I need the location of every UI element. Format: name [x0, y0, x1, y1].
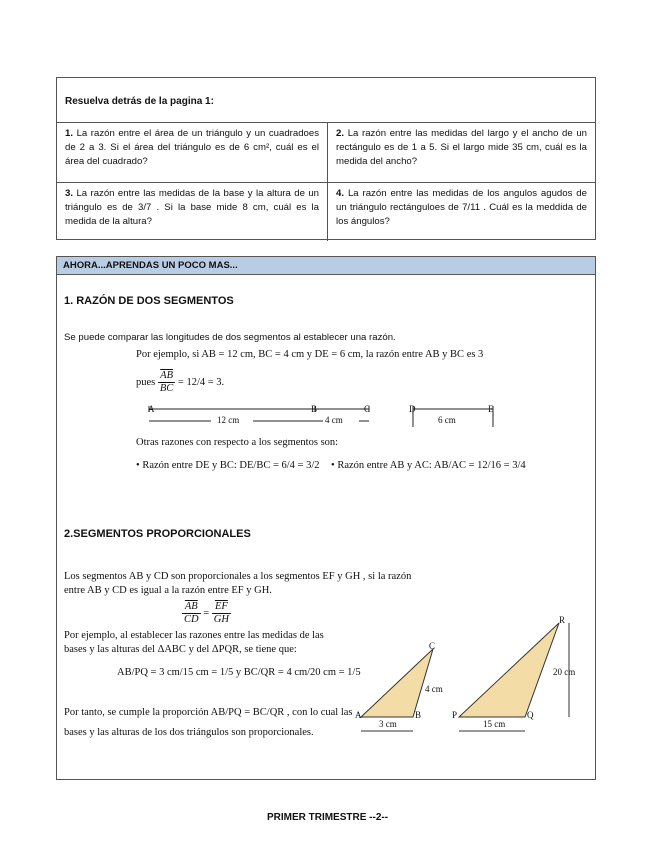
- problem-text: La razón entre las medidas del largo y el ancho de un rectángulo es de 1 a 5. Si el largo mide 35 cm, cuál es la medida del ancho?: [336, 128, 587, 167]
- triangle-pqr: [459, 623, 559, 717]
- razon1-value: DE/BC = 6/4 = 3/2: [239, 460, 320, 471]
- s2-line2: entre AB y CD es igual a la razón entre EF y GH.: [64, 585, 272, 596]
- tri-dim-qr: 20 cm: [553, 667, 576, 677]
- example1-line: Por ejemplo, si AB = 12 cm, BC = 4 cm y DE = 6 cm, la razón entre AB y BC es 3: [136, 349, 484, 360]
- problem-2: [328, 123, 595, 183]
- tri-dim-ab: 3 cm: [379, 719, 397, 729]
- example1-equation: = 12/4 = 3.: [177, 376, 225, 388]
- s2-line3: Por ejemplo, al establecer las razones entre las medidas de las: [64, 630, 324, 641]
- lesson-box: [56, 256, 596, 780]
- s2-line6: bases y las alturas de los dos triángulos son proporcionales.: [64, 727, 314, 738]
- s2-line1: Los segmentos AB y CD son proporcionales a los segmentos EF y GH , si la razón: [64, 571, 412, 582]
- razon2-value: AB/AC = 12/16 = 3/4: [433, 460, 526, 471]
- frac-num: $\overline{EF}$: [212, 601, 231, 614]
- tri-label-c: C: [429, 641, 436, 651]
- frac-num: $\overline{AB}$: [182, 601, 201, 614]
- triangles-diagram: [349, 609, 581, 735]
- frac-den: CD: [184, 614, 199, 625]
- razon2: • Razón entre AB y AC: AB/AC = 12/16 = 3/4: [331, 460, 526, 471]
- ef-gh-fraction: [212, 601, 231, 626]
- page-footer: PRIMER TRIMESTRE --2--: [266, 812, 389, 823]
- problem-text: La razón entre el área de un triángulo y un cuadradoes de 2 a 3. Si el área del triángulo es de 6 cm², cuál es el área del cuadrado?: [65, 128, 320, 167]
- razon1-label: Razón entre DE y BC:: [142, 460, 237, 471]
- triangle-abc: [361, 649, 433, 717]
- label-ab-length: 12 cm: [217, 415, 240, 425]
- label-a: A: [148, 404, 155, 414]
- tri-label-a: A: [355, 710, 362, 720]
- problem-3: [57, 183, 328, 241]
- tri-label-p: P: [452, 710, 458, 720]
- label-b: B: [311, 404, 318, 414]
- problem-4: [328, 183, 595, 241]
- label-d: D: [409, 404, 416, 414]
- s2-line4: bases y las alturas del ΔABC y del ΔPQR, se tiene que:: [64, 644, 297, 655]
- s2-line5: Por tanto, se cumple la proporción AB/PQ = BC/QR , con lo cual las: [64, 707, 353, 718]
- exercise-intro: Resuelva detrás de la pagina 1:: [65, 96, 214, 107]
- razon1: • Razón entre DE y BC: DE/BC = 6/4 = 3/2: [136, 460, 320, 471]
- razon2-label: Razón entre AB y AC:: [337, 460, 432, 471]
- tri-dim-bc: 4 cm: [425, 684, 443, 694]
- exercise-box: [56, 77, 596, 240]
- tri-label-q: Q: [527, 710, 534, 720]
- problem-number: 3.: [65, 188, 74, 199]
- tri-label-r: R: [559, 615, 566, 625]
- example1-pues: [136, 370, 224, 395]
- problem-number: 2.: [336, 128, 345, 139]
- section1-title: 1. RAZÓN DE DOS SEGMENTOS: [64, 295, 234, 307]
- s2-equation: AB/PQ = 3 cm/15 cm = 1/5 y BC/QR = 4 cm/20 cm = 1/5: [117, 667, 361, 678]
- tri-label-b: B: [415, 710, 422, 720]
- label-de-length: 6 cm: [438, 415, 456, 425]
- lesson-header: AHORA...APRENDAS UN POCO MAS...: [57, 257, 595, 275]
- exercise-grid: [57, 122, 595, 241]
- problem-text: La razón entre las medidas de los angulos agudos de un triángulo rectánguloes de 7/11 . Cuál es la meddida de los ángulos?: [336, 188, 587, 227]
- label-c: C: [364, 404, 371, 414]
- pues-label: pues: [136, 376, 156, 388]
- section1-intro: Se puede comparar las longitudes de dos segmentos al establecer una razón.: [64, 332, 396, 343]
- section2-title: 2.SEGMENTOS PROPORCIONALES: [64, 528, 251, 540]
- problem-number: 4.: [336, 188, 345, 199]
- frac-den: BC: [159, 383, 174, 394]
- frac-num: $\overline{AB}$: [158, 370, 175, 383]
- otras-razones: Otras razones con respecto a los segmentos son:: [136, 437, 339, 448]
- label-bc-length: 4 cm: [325, 415, 343, 425]
- problem-1: [57, 123, 328, 183]
- s2-proportion: $\frac{\overline{AB}}{CD}$ = $\frac{\overline{EF}}{GH}$: [184, 601, 229, 625]
- label-e: E: [488, 404, 494, 414]
- ab-cd-fraction: [182, 601, 201, 626]
- frac-den: GH: [213, 614, 229, 625]
- ab-bc-fraction: [158, 370, 175, 395]
- tri-dim-pq: 15 cm: [483, 719, 506, 729]
- problem-number: 1.: [65, 128, 74, 139]
- problem-text: La razón entre las medidas de la base y la altura de un triángulo es de 3/7 . Si la base mide 8 cm, cuál es la medida de la altura?: [65, 188, 319, 227]
